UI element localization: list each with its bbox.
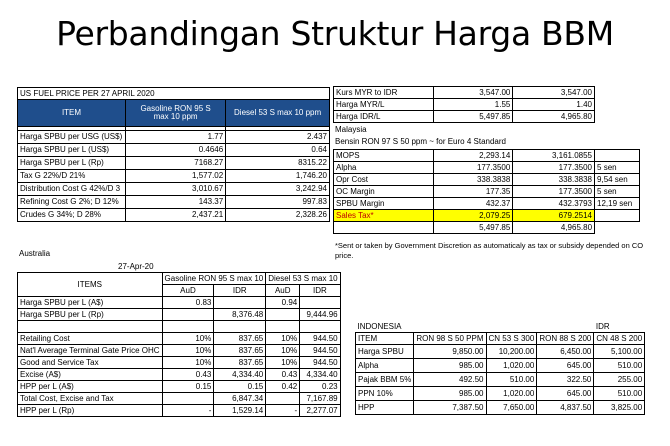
table-row <box>18 144 330 157</box>
row-label: Tax G 22%/D 21% <box>18 170 126 183</box>
table-row <box>18 131 330 144</box>
price-value: 1,020.00 <box>486 387 537 401</box>
gasoline-idr-value: 837.65 <box>214 333 266 345</box>
total-value-b: 4,965.80 <box>513 222 595 234</box>
table-row <box>334 87 595 99</box>
price-value: 645.00 <box>537 387 594 401</box>
value-b: 177.3500 <box>513 162 595 174</box>
exchange-rate-table <box>333 86 595 123</box>
row-note: 5 sen <box>595 162 640 174</box>
table-row <box>18 157 330 170</box>
diesel-idr-value: 9,444.96 <box>300 309 340 321</box>
col-header-cn53: CN 53 S 300 <box>486 333 537 345</box>
row-label: MOPS <box>334 150 434 162</box>
diesel-aud-value: 10% <box>266 357 300 369</box>
us-fuel-price-table <box>17 87 330 222</box>
table-row <box>18 170 330 183</box>
row-note: 5 sen <box>595 186 640 198</box>
diesel-idr-value <box>300 297 340 309</box>
col-header-gasoline: Gasoline RON 95 S max 10 <box>162 273 266 285</box>
col-header-diesel: Diesel 53 S max 10 ppm <box>226 100 330 127</box>
gasoline-value: 1,577.02 <box>125 170 225 183</box>
indonesia-label: INDONESIA <box>357 321 402 331</box>
row-label: Harga SPBU per USG (US$) <box>18 131 126 144</box>
price-value: 7,387.50 <box>414 401 486 415</box>
table-row <box>18 369 341 381</box>
col-header-ron98: RON 98 S 50 PPM <box>414 333 486 345</box>
diesel-aud-value <box>266 393 300 405</box>
row-label: Harga SPBU per L (US$) <box>18 144 126 157</box>
diesel-idr-value: 944.50 <box>300 357 340 369</box>
indonesia-price-table <box>355 321 645 415</box>
price-value: 3,825.00 <box>594 401 645 415</box>
gasoline-value: 0.4646 <box>125 144 225 157</box>
row-label: Crudes G 34%; D 28% <box>18 209 126 222</box>
diesel-idr-value: 944.50 <box>300 345 340 357</box>
price-value: 322.50 <box>537 373 594 387</box>
value-a: 177.3500 <box>433 162 513 174</box>
subheader-idr: IDR <box>300 285 340 297</box>
value-a: 2,293.14 <box>433 150 513 162</box>
price-value: 9,850.00 <box>414 345 486 359</box>
value-a: 177.35 <box>433 186 513 198</box>
price-value: 4,837.50 <box>537 401 594 415</box>
table-row <box>356 359 645 373</box>
malaysia-subtitle: Bensin RON 97 S 50 ppm ~ for Euro 4 Standard <box>335 137 506 146</box>
diesel-idr-value: 2,277.07 <box>300 405 340 417</box>
row-label: Harga SPBU per L (Rp) <box>18 157 126 170</box>
diesel-aud-value: - <box>266 405 300 417</box>
table-row <box>334 198 640 210</box>
gasoline-idr-value: 1,529.14 <box>214 405 266 417</box>
australia-label: Australia <box>19 249 51 258</box>
col-header-item: ITEM <box>18 100 126 127</box>
row-label: Opr Cost <box>334 174 434 186</box>
row-label: PPN 10% <box>356 387 414 401</box>
gasoline-aud-value: 0.43 <box>162 369 214 381</box>
value-b: 1.40 <box>513 99 595 111</box>
sales-tax-label: Sales Tax* <box>334 210 434 222</box>
gasoline-aud-value: - <box>162 405 214 417</box>
col-header-diesel: Diesel 53 S max 10 <box>266 273 340 285</box>
price-value: 7,650.00 <box>486 401 537 415</box>
page-title: Perbandingan Struktur Harga BBM <box>56 14 614 53</box>
price-value: 985.00 <box>414 359 486 373</box>
gasoline-value: 2,437.21 <box>125 209 225 222</box>
price-value: 492.50 <box>414 373 486 387</box>
row-label: SPBU Margin <box>334 198 434 210</box>
diesel-aud-value: 10% <box>266 333 300 345</box>
row-label: Nat'l Average Terminal Gate Price OHC <box>18 345 163 357</box>
diesel-idr-value: 0.23 <box>300 381 340 393</box>
price-value: 255.00 <box>594 373 645 387</box>
sales-tax-value-a: 2,079.25 <box>433 210 513 222</box>
table-row <box>356 401 645 415</box>
gasoline-idr-value: 8,376.48 <box>214 309 266 321</box>
australia-price-table <box>17 272 341 417</box>
us-table-heading: US FUEL PRICE PER 27 APRIL 2020 <box>18 88 330 100</box>
gasoline-idr-value: 4,334.40 <box>214 369 266 381</box>
gasoline-aud-value <box>162 309 214 321</box>
gasoline-aud-value: 10% <box>162 357 214 369</box>
table-row <box>18 309 341 321</box>
price-value: 5,100.00 <box>594 345 645 359</box>
price-value: 985.00 <box>414 387 486 401</box>
value-b: 432.3793 <box>513 198 595 210</box>
gasoline-idr-value: 837.65 <box>214 345 266 357</box>
gasoline-value: 1.77 <box>125 131 225 144</box>
table-row <box>356 373 645 387</box>
row-label: HPP per L (A$) <box>18 381 163 393</box>
gasoline-idr-value: 6,847.34 <box>214 393 266 405</box>
table-row <box>334 174 640 186</box>
total-value-a: 5,497.85 <box>433 222 513 234</box>
row-label: Harga SPBU per L (A$) <box>18 297 163 309</box>
indonesia-currency: IDR <box>595 321 610 331</box>
diesel-value: 1,746.20 <box>226 170 330 183</box>
australia-date: 27-Apr-20 <box>118 262 154 271</box>
table-header-row <box>18 100 330 127</box>
diesel-idr-value: 944.50 <box>300 333 340 345</box>
sales-tax-row <box>334 210 640 222</box>
gasoline-aud-value: 0.15 <box>162 381 214 393</box>
table-row <box>18 405 341 417</box>
row-label: OC Margin <box>334 186 434 198</box>
value-b: 4,965.80 <box>513 111 595 123</box>
value-b: 3,161.0855 <box>513 150 595 162</box>
price-value: 10,200.00 <box>486 345 537 359</box>
gasoline-idr-value: 0.15 <box>214 381 266 393</box>
price-value: 510.00 <box>486 373 537 387</box>
table-row <box>18 333 341 345</box>
table-row <box>356 345 645 359</box>
gasoline-aud-value: 10% <box>162 345 214 357</box>
row-note <box>595 150 640 162</box>
gasoline-value: 3,010.67 <box>125 183 225 196</box>
malaysia-label: Malaysia <box>335 125 367 134</box>
col-header-ron88: RON 88 S 200 <box>537 333 594 345</box>
row-label: Retailing Cost <box>18 333 163 345</box>
price-value: 6,450.00 <box>537 345 594 359</box>
subheader-idr: IDR <box>214 285 266 297</box>
gasoline-aud-value <box>162 393 214 405</box>
row-label: Good and Service Tax <box>18 357 163 369</box>
row-label: Distribution Cost G 42%/D 3 <box>18 183 126 196</box>
table-row <box>334 186 640 198</box>
row-label: Total Cost, Excise and Tax <box>18 393 163 405</box>
table-row <box>18 196 330 209</box>
row-label: Refining Cost G 2%; D 12% <box>18 196 126 209</box>
value-a: 5,497.85 <box>433 111 513 123</box>
price-value: 510.00 <box>594 387 645 401</box>
col-header-gasoline: Gasoline RON 95 S max 10 ppm <box>125 100 225 127</box>
table-row <box>18 88 330 100</box>
diesel-value: 0.64 <box>226 144 330 157</box>
gasoline-value: 7168.27 <box>125 157 225 170</box>
table-row <box>18 345 341 357</box>
table-header-row <box>18 273 341 285</box>
row-note: 9,54 sen <box>595 174 640 186</box>
row-note: 12,19 sen <box>595 198 640 210</box>
value-a: 1.55 <box>433 99 513 111</box>
table-row <box>356 321 645 333</box>
diesel-value: 3,242.94 <box>226 183 330 196</box>
table-row <box>18 297 341 309</box>
table-row <box>18 183 330 196</box>
value-a: 432.37 <box>433 198 513 210</box>
diesel-aud-value: 0.42 <box>266 381 300 393</box>
row-label: Pajak BBM 5% <box>356 373 414 387</box>
price-value: 1,020.00 <box>486 359 537 373</box>
row-label: HPP <box>356 401 414 415</box>
col-header-items: ITEMS <box>18 273 163 297</box>
col-header-cn48: CN 48 S 200 <box>594 333 645 345</box>
row-label: Harga SPBU <box>356 345 414 359</box>
value-b: 177.3500 <box>513 186 595 198</box>
row-label: Excise (A$) <box>18 369 163 381</box>
table-row <box>18 209 330 222</box>
table-row <box>334 99 595 111</box>
price-value: 510.00 <box>594 359 645 373</box>
row-label: Harga IDR/L <box>334 111 434 123</box>
table-header-row <box>356 333 645 345</box>
table-row <box>18 381 341 393</box>
gasoline-aud-value: 10% <box>162 333 214 345</box>
subheader-aud: AuD <box>266 285 300 297</box>
gasoline-value: 143.37 <box>125 196 225 209</box>
col-header-item: ITEM <box>356 333 414 345</box>
row-label: Harga SPBU per L (Rp) <box>18 309 163 321</box>
value-b: 3,547.00 <box>513 87 595 99</box>
diesel-value: 8315.22 <box>226 157 330 170</box>
table-row <box>356 387 645 401</box>
diesel-value: 2.437 <box>226 131 330 144</box>
diesel-value: 2,328.26 <box>226 209 330 222</box>
gasoline-aud-value: 0.83 <box>162 297 214 309</box>
table-row <box>334 162 640 174</box>
value-a: 3,547.00 <box>433 87 513 99</box>
price-value: 645.00 <box>537 359 594 373</box>
gasoline-idr-value: 837.65 <box>214 357 266 369</box>
value-b: 338.3838 <box>513 174 595 186</box>
table-row <box>334 111 595 123</box>
subheader-aud: AuD <box>162 285 214 297</box>
row-label: HPP per L (Rp) <box>18 405 163 417</box>
malaysia-price-table <box>333 149 640 234</box>
sales-tax-value-b: 679.2514 <box>513 210 595 222</box>
table-row <box>334 150 640 162</box>
diesel-aud-value: 0.43 <box>266 369 300 381</box>
total-row <box>334 222 640 234</box>
row-label: Harga MYR/L <box>334 99 434 111</box>
diesel-idr-value: 4,334.40 <box>300 369 340 381</box>
diesel-aud-value <box>266 309 300 321</box>
table-row <box>18 357 341 369</box>
diesel-aud-value: 10% <box>266 345 300 357</box>
diesel-aud-value: 0.94 <box>266 297 300 309</box>
row-label: Alpha <box>356 359 414 373</box>
value-a: 338.3838 <box>433 174 513 186</box>
row-label: Alpha <box>334 162 434 174</box>
gasoline-idr-value <box>214 297 266 309</box>
table-row <box>18 393 341 405</box>
diesel-idr-value: 7,167.89 <box>300 393 340 405</box>
diesel-value: 997.83 <box>226 196 330 209</box>
row-label: Kurs MYR to IDR <box>334 87 434 99</box>
malaysia-footnote: *Sent or taken by Government Discretion as automaticaly as tax or subsidy depended on CO price. <box>335 241 644 260</box>
